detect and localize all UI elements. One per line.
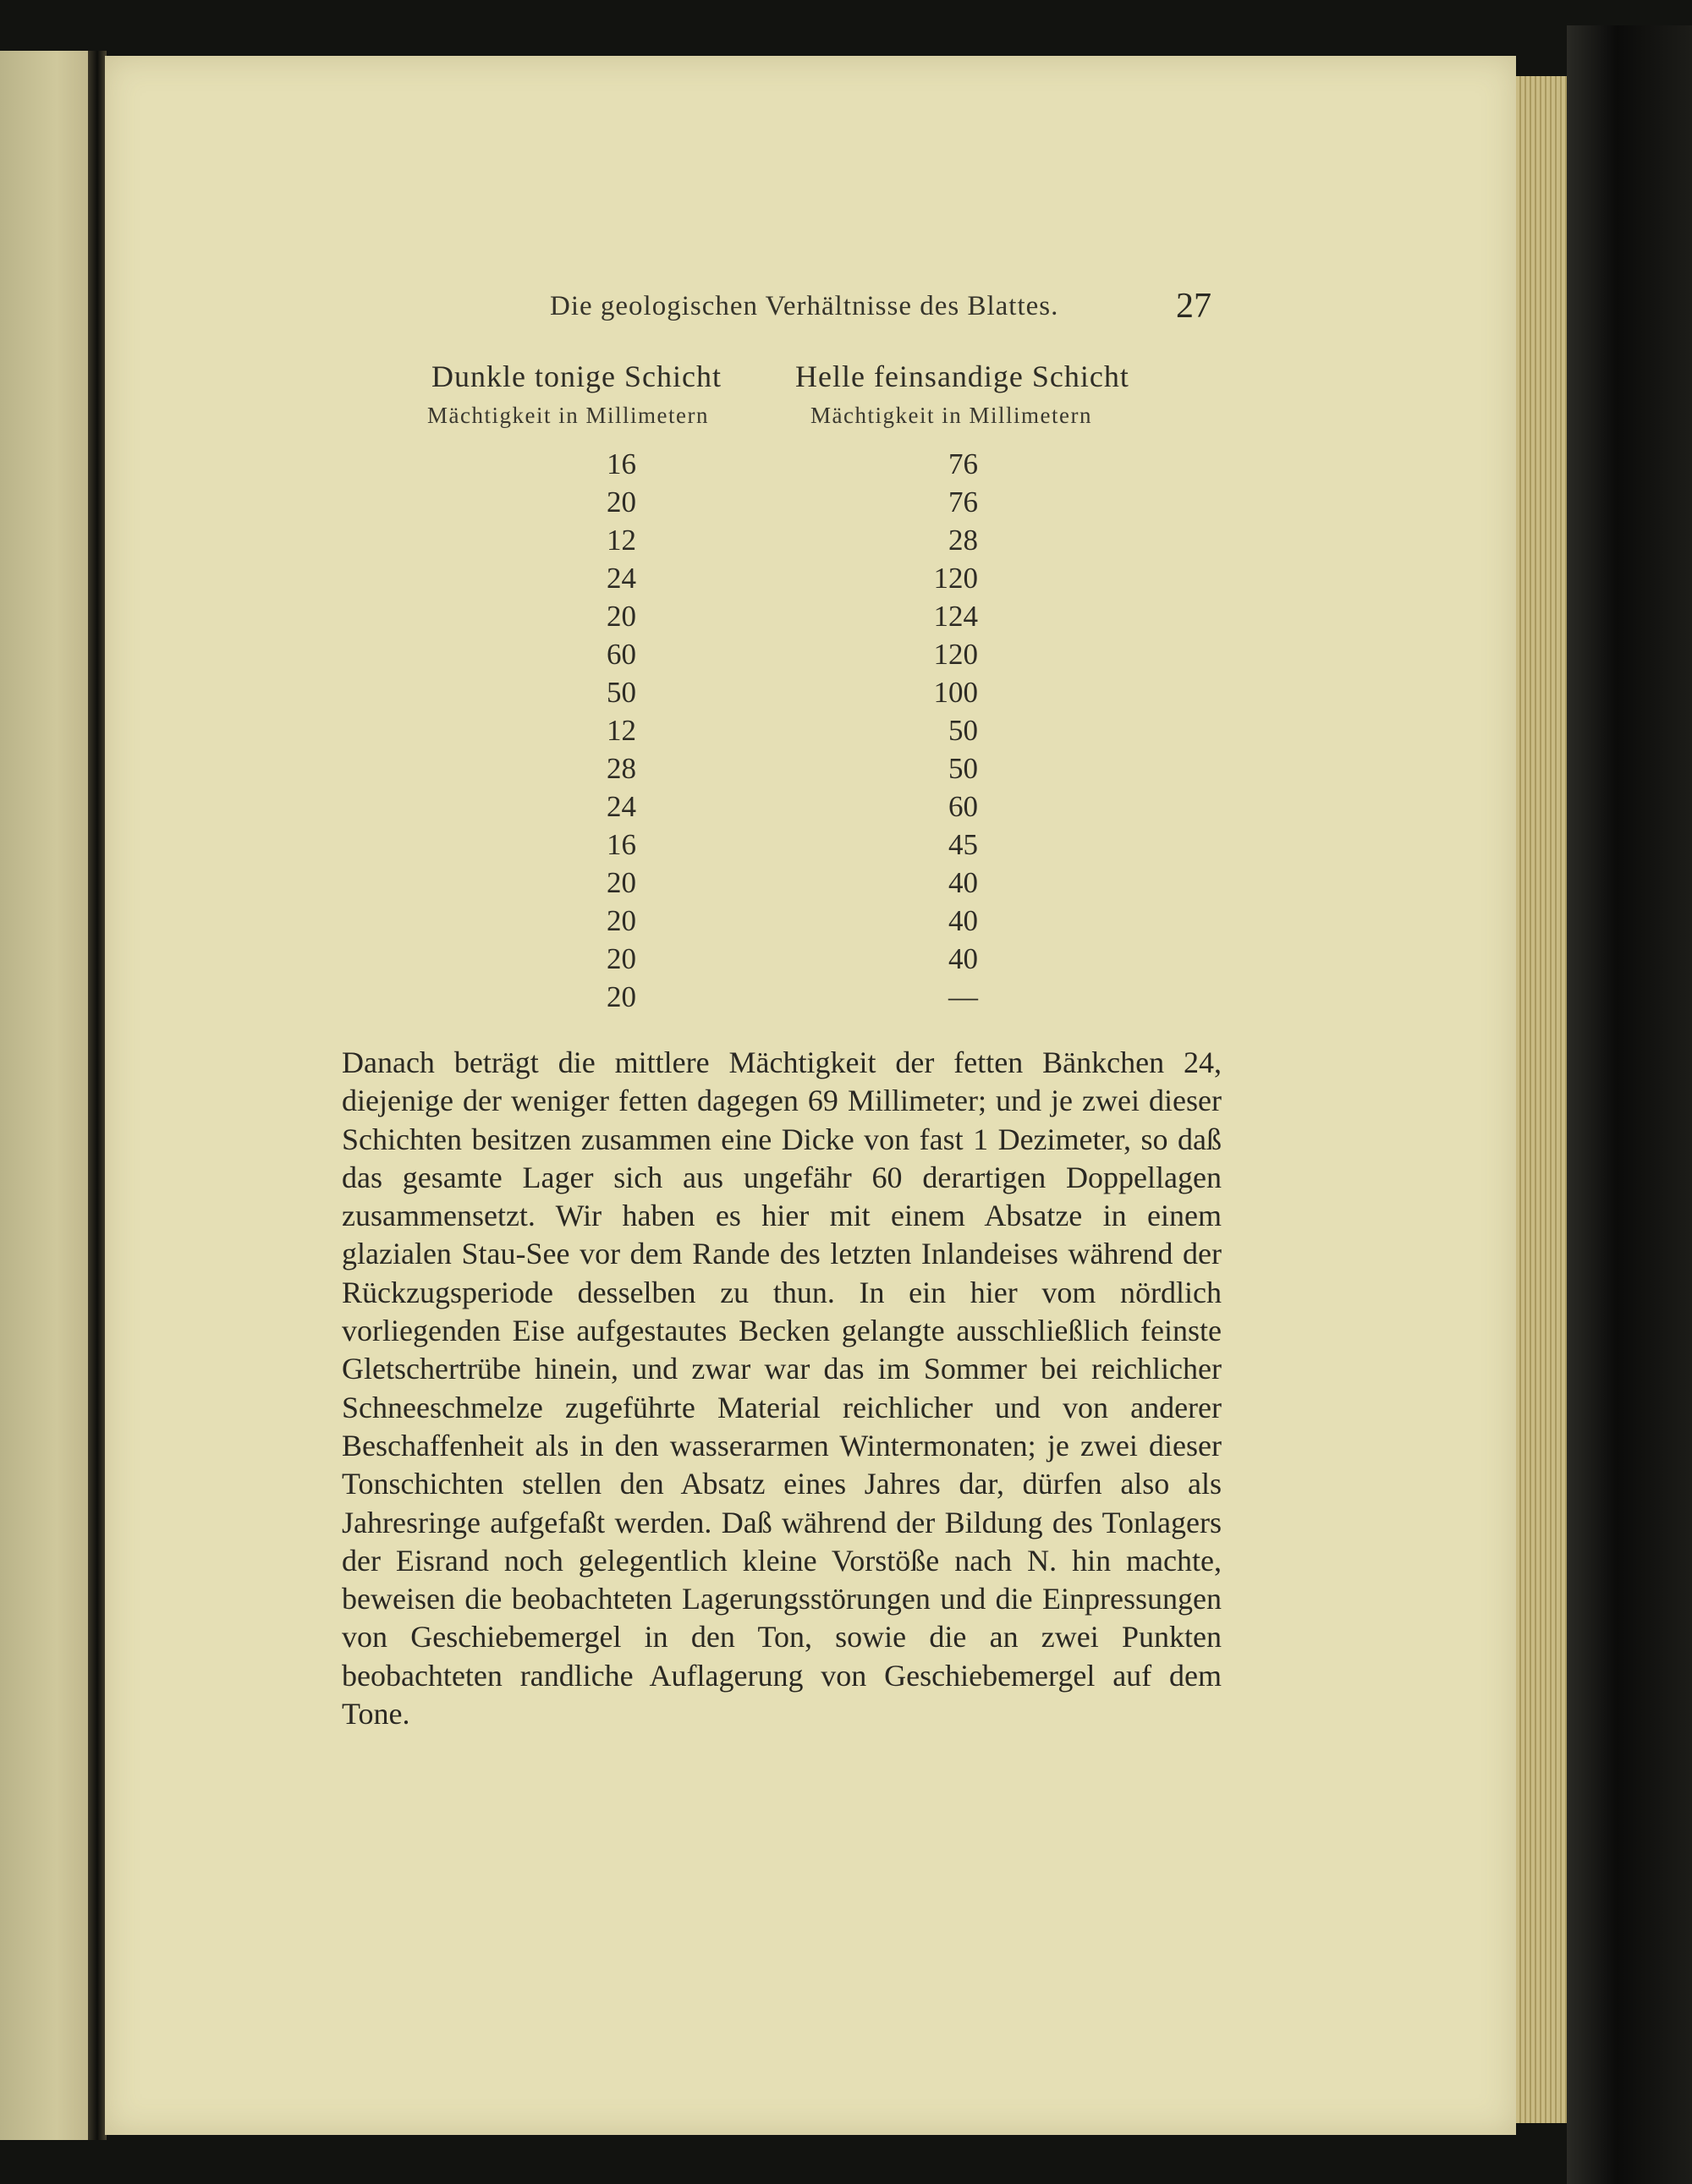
running-head: Die geologischen Verhältnisse des Blattes. [550, 291, 1059, 321]
table-cell: 40 [948, 942, 978, 975]
table-cell: 24 [607, 562, 636, 595]
left-column-subtitle: Mächtigkeit in Millimetern [427, 403, 709, 428]
book-cover [1567, 25, 1692, 2184]
body-paragraph: Danach beträgt die mittlere Mächtigkeit der fetten Bänkchen 24, diejenige der weniger fetten dagegen 69 Millimeter; und je zwei dieser Schichten besitzen zusammen eine Dicke von fast 1 Dezimeter, so daß das gesamte Lager sich aus ungefähr 60 derartigen Doppellagen zusammensetzt. Wir haben es hier mit einem Absatze in einem glazialen Stau-See vor dem Rande des letzten Inlandeises während der Rückzugsperiode desselben zu thun. In ein hier vom nördlich vorliegenden Eise aufgestautes Becken gelangte ausschließlich feinste Gletschertrübe hinein, und zwar war das im Sommer bei reichlicher Schneeschmelze zugeführte Material reichlicher und von anderer Beschaffenheit als in den wasserarmen Wintermonaten; je zwei dieser Tonschichten stellen den Absatz eines Jahres dar, dürfen also als Jahresringe aufgefaßt werden. Daß während der Bildung des Tonlagers der Eisrand noch gelegentlich kleine Vorstöße nach N. hin machte, beweisen die beobachteten Lagerungsstörungen und die Einpressungen von Geschiebemergel in den Ton, sowie die an zwei Punkten beobachteten randliche Auflagerung von Geschiebemergel auf dem Tone. [342, 1045, 1222, 1731]
table-cell: 60 [607, 638, 636, 671]
table-cell: 28 [607, 752, 636, 785]
table-cell: 28 [948, 524, 978, 557]
table-cell: 50 [607, 676, 636, 709]
left-page-edge [0, 51, 95, 2140]
table-cell: 40 [948, 866, 978, 899]
right-column-subtitle: Mächtigkeit in Millimetern [810, 403, 1092, 428]
table-cell: 12 [607, 714, 636, 747]
table-cell: 20 [607, 486, 636, 519]
book-gutter [88, 51, 107, 2140]
table-cell: 40 [948, 904, 978, 937]
light-layer-values [876, 445, 978, 1016]
left-column-title: Dunkle tonige Schicht [431, 359, 722, 393]
table-cell: 20 [607, 904, 636, 937]
page-stack-edge [1516, 76, 1567, 2123]
dark-layer-values [535, 445, 636, 1016]
table-cell: 50 [948, 714, 978, 747]
table-cell: 12 [607, 524, 636, 557]
table-cell: 45 [948, 828, 978, 861]
table-cell: 16 [607, 828, 636, 861]
table-cell: 124 [933, 600, 978, 633]
table-cell: 120 [933, 562, 978, 595]
table-cell: 20 [607, 980, 636, 1013]
table-cell: 24 [607, 790, 636, 823]
table-cell: — [948, 980, 978, 1013]
table-cell: 76 [948, 447, 978, 480]
table-cell: 100 [933, 676, 978, 709]
table-cell: 120 [933, 638, 978, 671]
table-cell: 50 [948, 752, 978, 785]
page-number: 27 [1176, 287, 1211, 326]
table-cell: 20 [607, 942, 636, 975]
table-cell: 16 [607, 447, 636, 480]
table-cell: 20 [607, 866, 636, 899]
right-column-title: Helle feinsandige Schicht [795, 359, 1129, 393]
table-cell: 20 [607, 600, 636, 633]
table-cell: 60 [948, 790, 978, 823]
table-cell: 76 [948, 486, 978, 519]
